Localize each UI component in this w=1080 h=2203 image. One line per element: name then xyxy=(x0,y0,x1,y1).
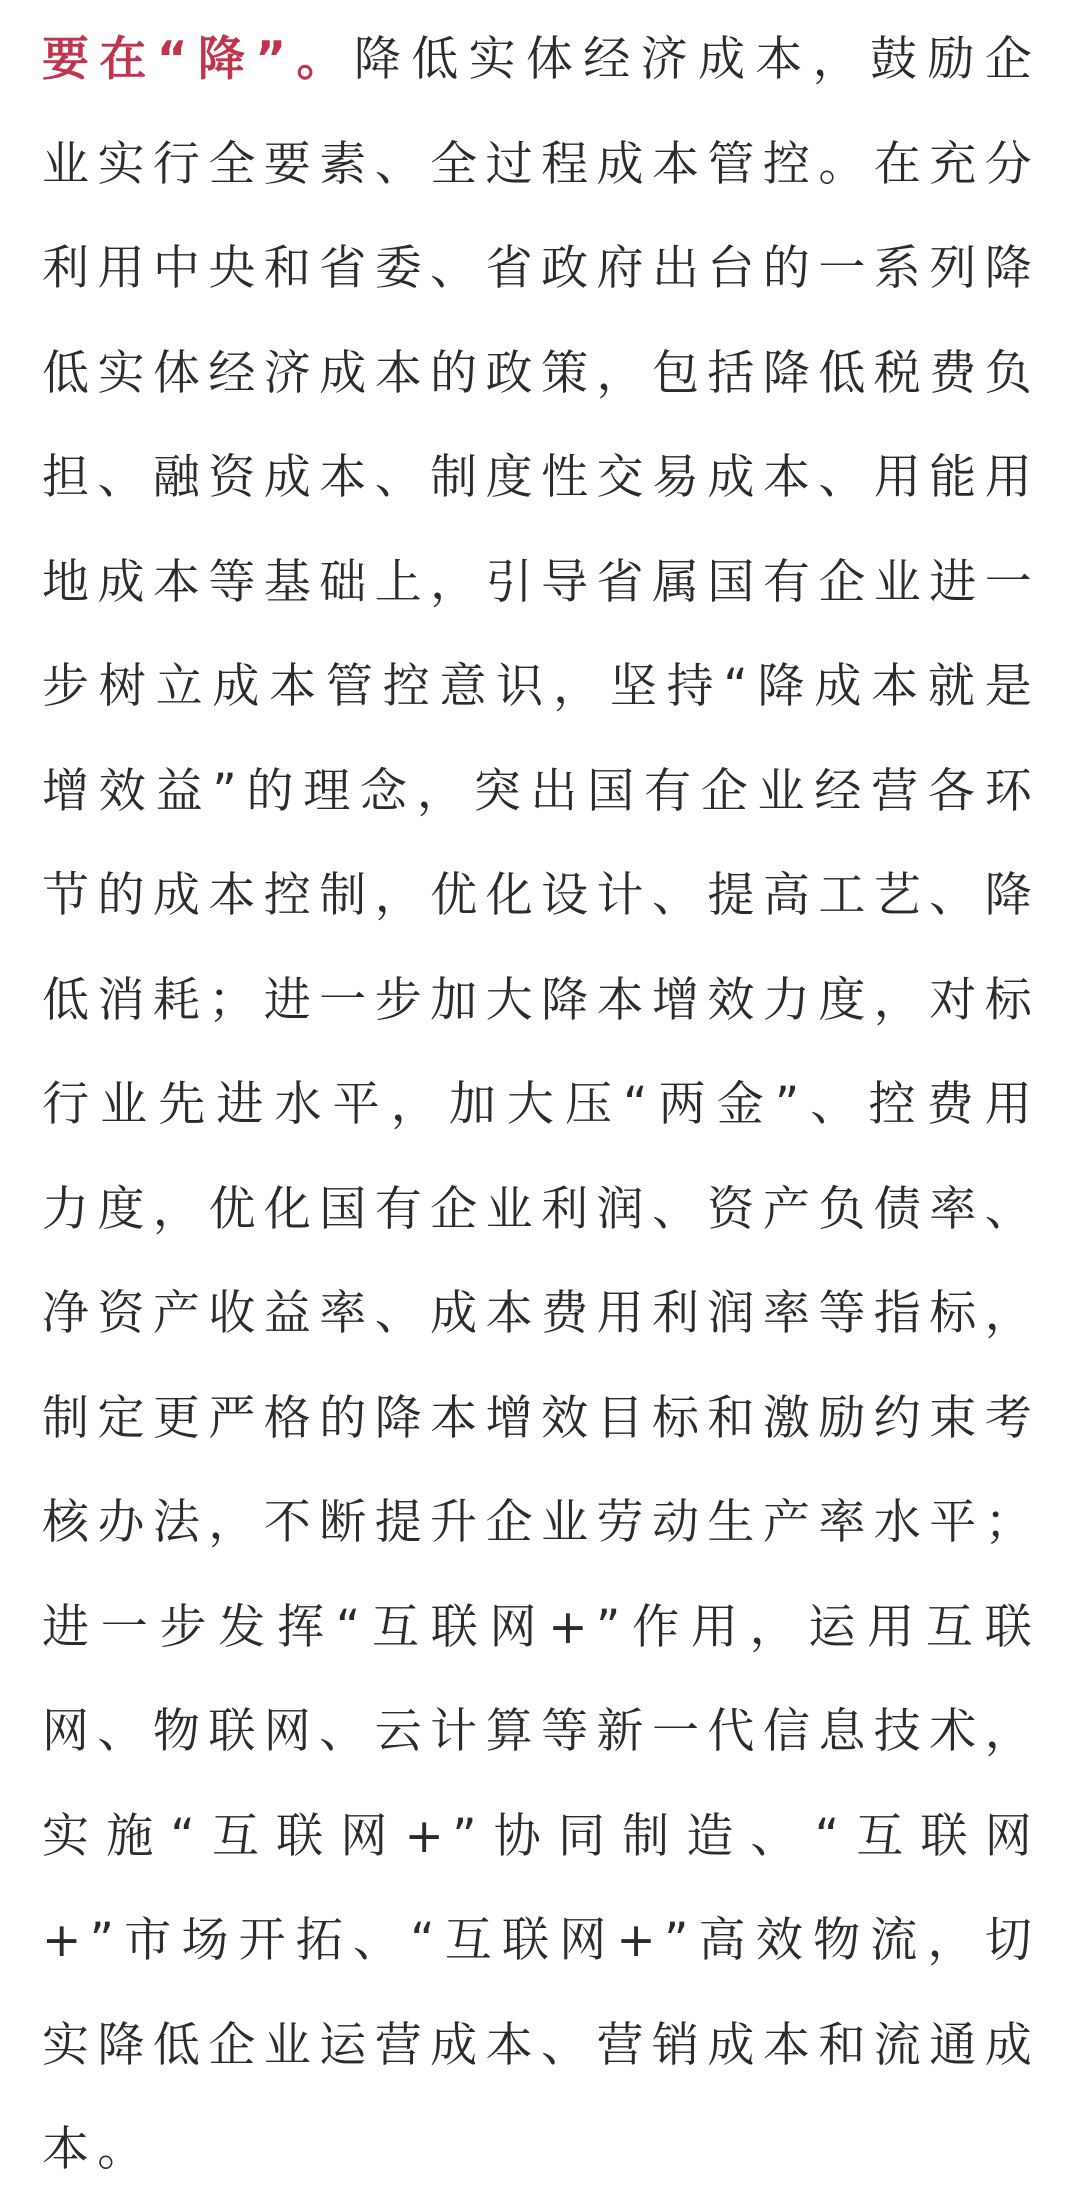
article-paragraph xyxy=(42,8,1040,2203)
article-body xyxy=(42,8,1040,2203)
paragraph-lead: 要在“降”。 xyxy=(42,32,354,87)
paragraph-text: 降低实体经济成本，鼓励企业实行全要素、全过程成本管控。在充分利用中央和省委、省政府出台的一系列降低实体经济成本的政策，包括降低税费负担、融资成本、制度性交易成本、用能用地成本等基础上，引导省属国有企业进一步树立成本管控意识，坚持“降成本就是增效益”的理念，突出国有企业经营各环节的成本控制，优化设计、提高工艺、降低消耗；进一步加大降本增效力度，对标行业先进水平，加大压“两金”、控费用力度，优化国有企业利润、资产负债率、净资产收益率、成本费用利润率等指标，制定更严格的降本增效目标和激励约束考核办法，不断提升企业劳动生产率水平；进一步发挥“互联网+”作用，运用互联网、物联网、云计算等新一代信息技术，实施“互联网+”协同制造、“互联网+”市场开拓、“互联网+”高效物流，切实降低企业运营成本、营销成本和流通成本。 xyxy=(42,32,1040,2177)
